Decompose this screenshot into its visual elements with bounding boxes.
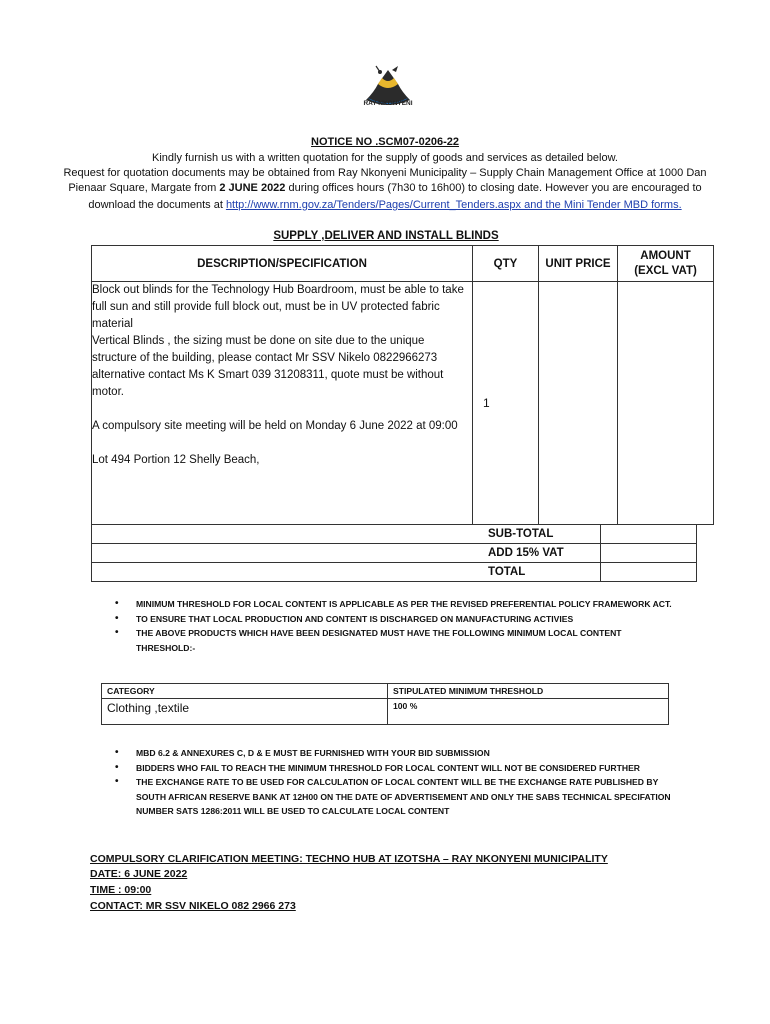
list-item: • TO ENSURE THAT LOCAL PRODUCTION AND CONTENT IS DISCHARGED ON MANUFACTURING ACTIVIES xyxy=(115,612,574,624)
header-qty: QTY xyxy=(473,246,539,282)
header-description: DESCRIPTION/SPECIFICATION xyxy=(92,246,473,282)
list-item-text: MBD 6.2 & ANNEXURES C, D & E MUST BE FURNISHED WITH YOUR BID SUBMISSION xyxy=(136,748,490,758)
category-table xyxy=(101,683,669,725)
item-unit-price[interactable] xyxy=(539,282,618,525)
notice-line-2: Request for quotation documents may be obtained from Ray Nkonyeni Municipality – Supply Chain Management Office at 1000 Dan xyxy=(63,167,707,179)
table-title-text: SUPPLY ,DELIVER AND INSTALL BLINDS xyxy=(273,230,499,242)
category-header: CATEGORY xyxy=(102,684,388,699)
category-value: Clothing ,textile xyxy=(102,699,388,725)
header-amount xyxy=(618,246,714,282)
requirements-list xyxy=(112,746,682,819)
list-item-text: MINIMUM THRESHOLD FOR LOCAL CONTENT IS APPLICABLE AS PER THE REVISED PREFERENTIAL POLICY FRAMEWORK ACT. xyxy=(136,599,672,609)
item-description xyxy=(92,282,473,525)
notice-line-3-pre: Pienaar Square, Margate from xyxy=(68,182,220,194)
list-item: • BIDDERS WHO FAIL TO REACH THE MINIMUM THRESHOLD FOR LOCAL CONTENT WILL NOT BE CONSIDERED FURTHER xyxy=(115,761,641,773)
item-desc-p4: Lot 494 Portion 12 Shelly Beach, xyxy=(92,454,260,466)
tenders-link[interactable]: http://www.rnm.gov.za/Tenders/Pages/Current_Tenders.aspx and the Mini Tender MBD forms. xyxy=(225,199,682,211)
municipality-logo xyxy=(352,62,424,118)
item-desc-p2: Vertical Blinds , the sizing must be done on site due to the unique structure of the building, please contact Mr SSV Nikelo 0822966273 alternative contact Ms K Smart 039 31208311, quote must be without motor. xyxy=(92,335,444,398)
logo-text: RAY NKONYENI xyxy=(363,100,413,107)
header-unit-price: UNIT PRICE xyxy=(539,246,618,282)
vat-label: ADD 15% VAT xyxy=(488,547,564,559)
subtotal-label: SUB-TOTAL xyxy=(488,528,554,540)
notice-line-1: Kindly furnish us with a written quotation for the supply of goods and services as detailed below. xyxy=(152,152,618,164)
meeting-date: DATE: 6 JUNE 2022 xyxy=(90,868,188,880)
threshold-value: 100 % xyxy=(388,699,669,725)
header-amount-line1: AMOUNT xyxy=(640,249,691,262)
threshold-header: STIPULATED MINIMUM THRESHOLD xyxy=(388,684,669,699)
list-item-text: THE EXCHANGE RATE TO BE USED FOR CALCULATION OF LOCAL CONTENT WILL BE THE EXCHANGE RATE PUBLISHED BY SOUTH AFRICAN RESERVE BANK AT 12H00 ON THE DATE OF ADVERTISEMENT AND ONLY THE SABS TECHNICAL SPECIFATION NUMBER SATS 1286:2011 WILL BE USED TO CALCULATE LOCAL CONTENT xyxy=(136,777,671,816)
notice-line-4 xyxy=(0,197,770,213)
total-row xyxy=(91,563,697,582)
list-item: • THE ABOVE PRODUCTS WHICH HAVE BEEN DESIGNATED MUST HAVE THE FOLLOWING MINIMUM LOCAL CONTENT THRESHOLD:- xyxy=(115,627,622,653)
list-item: • MBD 6.2 & ANNEXURES C, D & E MUST BE FURNISHED WITH YOUR BID SUBMISSION xyxy=(115,747,490,758)
list-item-text: THE ABOVE PRODUCTS WHICH HAVE BEEN DESIGNATED MUST HAVE THE FOLLOWING MINIMUM LOCAL CONTENT THRESHOLD:- xyxy=(136,628,622,653)
item-amount[interactable] xyxy=(618,282,714,525)
meeting-time: TIME : 09:00 xyxy=(90,884,152,896)
vat-value[interactable] xyxy=(600,544,696,562)
notice-line-3-date: 2 JUNE 2022 xyxy=(219,182,286,194)
table-title xyxy=(0,230,770,242)
item-desc-p1: Block out blinds for the Technology Hub Boardroom, must be able to take full sun and still provide full block out, must be in UV protected fabric material xyxy=(92,284,464,330)
quotation-table xyxy=(91,245,714,525)
item-qty: 1 xyxy=(473,282,539,525)
subtotal-row xyxy=(91,524,697,544)
totals-block xyxy=(91,524,697,582)
total-value[interactable] xyxy=(600,563,696,581)
header-amount-line2: (EXCL VAT) xyxy=(634,264,697,277)
notice-line-3 xyxy=(0,180,770,196)
subtotal-value[interactable] xyxy=(600,525,696,543)
list-item-text: TO ENSURE THAT LOCAL PRODUCTION AND CONTENT IS DISCHARGED ON MANUFACTURING ACTIVIES xyxy=(136,613,574,624)
total-label: TOTAL xyxy=(488,566,526,578)
list-item: • MINIMUM THRESHOLD FOR LOCAL CONTENT IS APPLICABLE AS PER THE REVISED PREFERENTIAL POLICY FRAMEWORK ACT. xyxy=(115,598,672,609)
meeting-contact: CONTACT: MR SSV NIKELO 082 2966 273 xyxy=(90,900,296,912)
meeting-title: COMPULSORY CLARIFICATION MEETING: TECHNO HUB AT IZOTSHA – RAY NKONYENI MUNICIPALITY xyxy=(90,853,608,865)
vat-row xyxy=(91,544,697,563)
list-item-text: BIDDERS WHO FAIL TO REACH THE MINIMUM THRESHOLD FOR LOCAL CONTENT WILL NOT BE CONSIDERED FURTHER xyxy=(136,762,641,773)
item-desc-p3: A compulsory site meeting will be held on Monday 6 June 2022 at 09:00 xyxy=(92,420,458,432)
notice-line-3-post: during offices hours (7h30 to 16h00) to closing date. However you are encouraged to xyxy=(285,182,702,194)
notice-number: NOTICE NO .SCM07-0206-22 xyxy=(311,136,459,148)
list-item: • THE EXCHANGE RATE TO BE USED FOR CALCULATION OF LOCAL CONTENT WILL BE THE EXCHANGE RATE PUBLISHED BY SOUTH AFRICAN RESERVE BANK AT 12H00 ON THE DATE OF ADVERTISEMENT AND ONLY THE SABS TECHNICAL SPECIFATION NUMBER SATS 1286:2011 WILL BE USED TO CALCULATE LOCAL CONTENT xyxy=(115,776,671,816)
notice-line-4-pre: download the documents at xyxy=(88,199,226,211)
local-content-list xyxy=(112,597,682,655)
